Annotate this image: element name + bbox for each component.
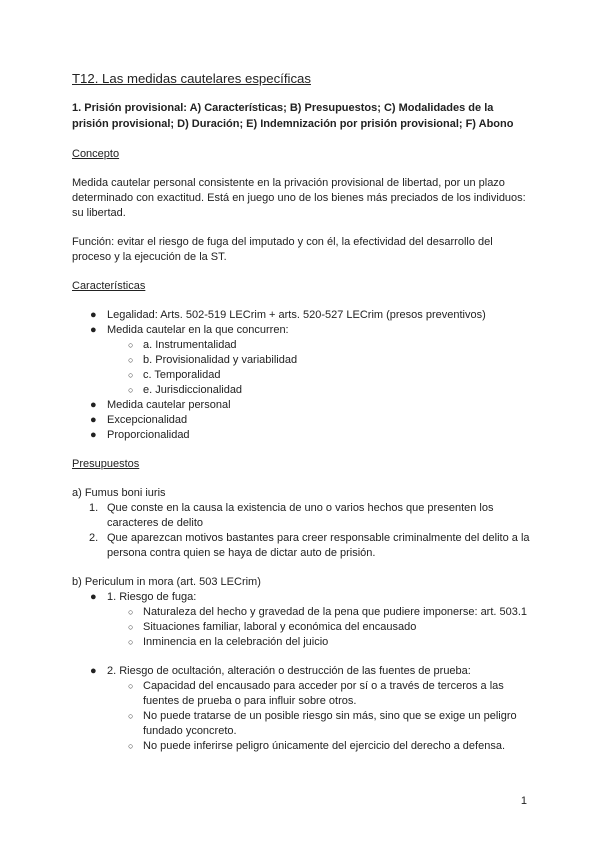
numbered-item-text: Que aparezcan motivos bastantes para creer responsable criminalmente del delito a la persona contra quien se haya de dictar auto de prisión. bbox=[107, 532, 530, 559]
bullet-icon: ● bbox=[90, 414, 97, 426]
bullet-icon: ● bbox=[90, 591, 97, 603]
list-item bbox=[72, 590, 532, 664]
list-item-text: Medida cautelar en la que concurren: bbox=[107, 324, 289, 336]
sublist-item-text: c. Temporalidad bbox=[143, 369, 221, 381]
presupuestos-heading: Presupuestos bbox=[72, 458, 140, 470]
circle-bullet-icon: ○ bbox=[128, 370, 134, 380]
numbered-item bbox=[72, 501, 532, 531]
sublist-item-text: Capacidad del encausado para acceder por sí o a través de terceros a las fuentes de prueba o para influir sobre otros. bbox=[143, 680, 504, 707]
sublist-item bbox=[72, 709, 532, 739]
item-number: 1. bbox=[89, 502, 99, 514]
fuga-sublist bbox=[107, 605, 532, 650]
circle-bullet-icon: ○ bbox=[128, 340, 134, 350]
ocultacion-sublist bbox=[107, 679, 532, 754]
circle-bullet-icon: ○ bbox=[128, 637, 134, 647]
circle-bullet-icon: ○ bbox=[128, 385, 134, 395]
numbered-item bbox=[72, 531, 532, 561]
fuga-label: 1. Riesgo de fuga: bbox=[107, 591, 197, 603]
list-item bbox=[72, 323, 532, 398]
list-item bbox=[72, 664, 532, 754]
item-number: 2. bbox=[89, 532, 99, 544]
circle-bullet-icon: ○ bbox=[128, 741, 134, 751]
list-item-text: Excepcionalidad bbox=[107, 414, 188, 426]
sublist-item bbox=[72, 368, 532, 383]
bullet-icon: ● bbox=[90, 665, 97, 677]
bullet-icon: ● bbox=[90, 324, 97, 336]
caracteristicas-heading: Características bbox=[72, 280, 146, 292]
sublist-item-text: Situaciones familiar, laboral y económica del encausado bbox=[143, 621, 417, 633]
periculum-label: b) Periculum in mora (art. 503 LECrim) bbox=[72, 576, 261, 588]
list-item bbox=[72, 398, 532, 413]
concepto-paragraph-2: Función: evitar el riesgo de fuga del imputado y con él, la efectividad del desarrollo del proceso y la ejecución de la ST. bbox=[72, 236, 493, 263]
sublist-item bbox=[72, 679, 532, 709]
document-page bbox=[72, 70, 532, 754]
circle-bullet-icon: ○ bbox=[128, 622, 134, 632]
sublist-item bbox=[72, 635, 532, 650]
periculum-list bbox=[72, 590, 532, 754]
bullet-icon: ● bbox=[90, 429, 97, 441]
sublist-item bbox=[72, 620, 532, 635]
list-item-text: Legalidad: Arts. 502-519 LECrim + arts. 520-527 LECrim (presos preventivos) bbox=[107, 309, 486, 321]
page-number: 1 bbox=[520, 795, 527, 807]
list-item-text: Proporcionalidad bbox=[107, 429, 190, 441]
sublist-item bbox=[72, 739, 532, 754]
section-heading: 1. Prisión provisional: A) Características; B) Presupuestos; C) Modalidades de la prisión provisional; D) Duración; E) Indemnización por prisión provisional; F) Abono bbox=[72, 102, 514, 130]
list-item bbox=[72, 428, 532, 443]
circle-bullet-icon: ○ bbox=[128, 607, 134, 617]
concepto-paragraph-1: Medida cautelar personal consistente en la privación provisional de libertad, por un plazo determinado con exactitud. Está en juego uno de los bienes más preciados de los individuos: su libertad. bbox=[72, 177, 526, 219]
document-title: T12. Las medidas cautelares específicas bbox=[72, 71, 311, 86]
circle-bullet-icon: ○ bbox=[128, 711, 134, 721]
list-item bbox=[72, 413, 532, 428]
sublist-item-text: No puede inferirse peligro únicamente del ejercicio del derecho a defensa. bbox=[143, 740, 506, 752]
sublist-item bbox=[72, 605, 532, 620]
circle-bullet-icon: ○ bbox=[128, 681, 134, 691]
sublist-item bbox=[72, 338, 532, 353]
list-item bbox=[72, 308, 532, 323]
sublist-item bbox=[72, 383, 532, 398]
concepto-heading: Concepto bbox=[72, 148, 120, 160]
bullet-icon: ● bbox=[90, 399, 97, 411]
circle-bullet-icon: ○ bbox=[128, 355, 134, 365]
ocultacion-label: 2. Riesgo de ocultación, alteración o destrucción de las fuentes de prueba: bbox=[107, 665, 471, 677]
bullet-icon: ● bbox=[90, 309, 97, 321]
sublist-item-text: b. Provisionalidad y variabilidad bbox=[143, 354, 298, 366]
numbered-item-text: Que conste en la causa la existencia de uno o varios hechos que presenten los caracteres de delito bbox=[107, 502, 494, 529]
caracteristicas-list bbox=[72, 308, 532, 443]
sublist-item-text: Inminencia en la celebración del juicio bbox=[143, 636, 329, 648]
sublist-item-text: No puede tratarse de un posible riesgo sin más, sino que se exige un peligro fundado yconcreto. bbox=[143, 710, 517, 737]
fumus-label: a) Fumus boni iuris bbox=[72, 487, 166, 499]
list-item-text: Medida cautelar personal bbox=[107, 399, 231, 411]
sublist-item-text: Naturaleza del hecho y gravedad de la pena que pudiere imponerse: art. 503.1 bbox=[143, 606, 528, 618]
sublist-item-text: e. Jurisdiccionalidad bbox=[143, 384, 243, 396]
sublist-item-text: a. Instrumentalidad bbox=[143, 339, 237, 351]
sublist-item bbox=[72, 353, 532, 368]
fumus-list bbox=[72, 501, 532, 561]
caracteristicas-sublist bbox=[107, 338, 532, 398]
